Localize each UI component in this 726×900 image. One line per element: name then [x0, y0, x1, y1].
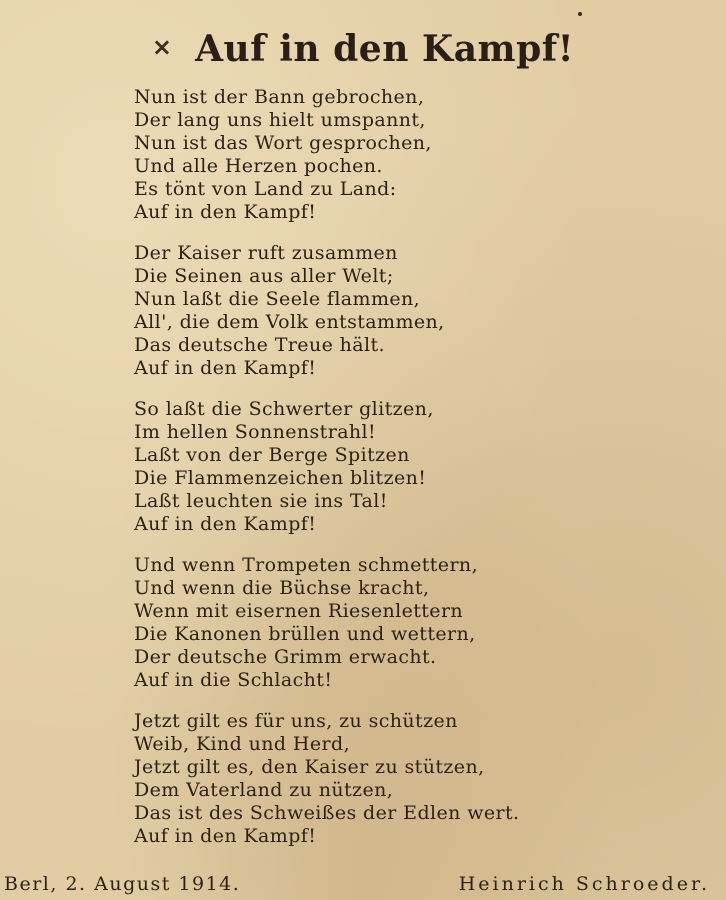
stanza-4 — [134, 554, 654, 692]
poem-line: Der lang uns hielt umspannt, — [134, 109, 426, 131]
poem-line: Der deutsche Grimm erwacht. — [134, 646, 437, 668]
cross-mark-icon: × — [151, 33, 173, 61]
poem-line: Auf in den Kampf! — [134, 513, 317, 535]
poem-line: Wenn mit eisernen Riesenlettern — [134, 600, 464, 622]
poem-line: Nun laßt die Seele flammen, — [134, 288, 421, 310]
poem-line: Es tönt von Land zu Land: — [134, 178, 397, 200]
poem-line: Nun ist das Wort gesprochen, — [134, 132, 432, 154]
poem-line: Und wenn die Büchse kracht, — [134, 577, 430, 599]
poem-line: Der Kaiser ruft zusammen — [134, 242, 398, 264]
place-date: Berl, 2. August 1914. — [4, 873, 241, 895]
poem-line: All', die dem Volk entstammen, — [134, 311, 445, 333]
poem-line: Laßt von der Berge Spitzen — [134, 444, 410, 466]
stanza-5 — [134, 710, 654, 848]
poem-line: Jetzt gilt es für uns, zu schützen — [134, 710, 458, 732]
poem-line: So laßt die Schwerter glitzen, — [134, 398, 434, 420]
poem-line: Im hellen Sonnenstrahl! — [134, 421, 377, 443]
poem-line: Die Flammenzeichen blitzen! — [134, 467, 427, 489]
poem-line: Auf in den Kampf! — [134, 357, 317, 379]
poem-line: Das ist des Schweißes der Edlen wert. — [134, 802, 520, 824]
poem-line: Das deutsche Treue hält. — [134, 334, 385, 356]
poem-line: Die Seinen aus aller Welt; — [134, 265, 394, 287]
poem-line: Die Kanonen brüllen und wettern, — [134, 623, 476, 645]
poem-line: Dem Vaterland zu nützen, — [134, 779, 394, 801]
stanza-2 — [134, 242, 654, 380]
poem-line: Laßt leuchten sie ins Tal! — [134, 490, 388, 512]
poem-line: Und alle Herzen pochen. — [134, 155, 383, 177]
poem-body — [134, 86, 654, 866]
stanza-1 — [134, 86, 654, 224]
poem-line: Weib, Kind und Herd, — [134, 733, 351, 755]
poem-line: Auf in die Schlacht! — [134, 669, 333, 691]
poem-line: Auf in den Kampf! — [134, 201, 317, 223]
poem-line: Nun ist der Bann gebrochen, — [134, 86, 425, 108]
author-signature: Heinrich Schroeder. — [458, 873, 710, 895]
poem-line: Jetzt gilt es, den Kaiser zu stützen, — [134, 756, 485, 778]
title-row — [0, 28, 726, 84]
stanza-3 — [134, 398, 654, 536]
poem-line: Und wenn Trompeten schmettern, — [134, 554, 479, 576]
poem-title: Auf in den Kampf! — [195, 28, 575, 70]
poem-line: Auf in den Kampf! — [134, 825, 317, 847]
ink-speck — [578, 12, 582, 16]
